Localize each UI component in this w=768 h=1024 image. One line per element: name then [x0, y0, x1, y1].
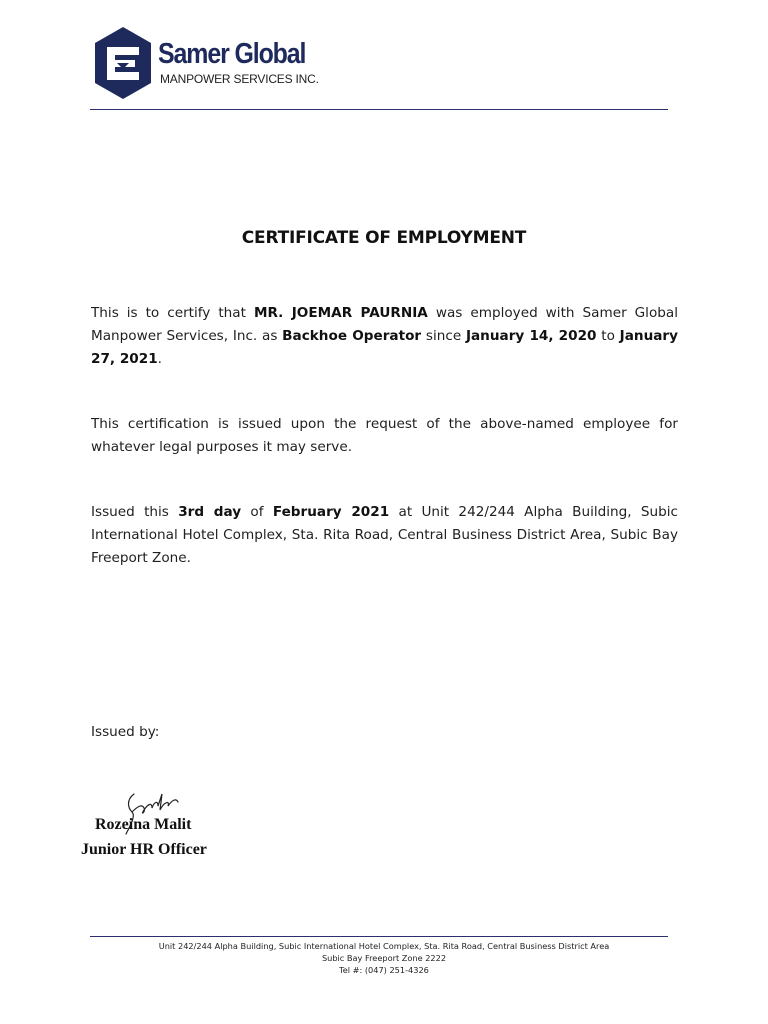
issuance-paragraph: Issued this 3rd day of February 2021 at Unit 242/244 Alpha Building, Subic International Hotel Complex, Sta. Rita Road, Central Business District Area, Subic Bay Freeport Zone. [91, 504, 679, 566]
brand-subtitle: MANPOWER SERVICES INC. [160, 72, 319, 86]
signer-title: Junior HR Officer [81, 841, 207, 858]
employee-position: Backhoe Operator [282, 328, 422, 344]
footer-divider [90, 936, 668, 937]
certification-paragraph: This is to certify that MR. JOEMAR PAURNIA was employed with Samer Global Manpower Services, Inc. as Backhoe Operator since January 14, 2020 to January 27, 2021. [91, 305, 679, 367]
purpose-paragraph: This certification is issued upon the request of the above-named employee for whatever legal purposes it may serve. [91, 416, 678, 455]
header-divider [90, 109, 668, 110]
signer-name: Rozeina Malit [95, 816, 192, 833]
issue-day: 3rd day [178, 504, 242, 520]
footer-zone: Subic Bay Freeport Zone 2222 [321, 953, 447, 963]
footer-phone: Tel #: (047) 251-4326 [339, 965, 429, 975]
end-date: January 27, 2021 [91, 328, 678, 367]
issued-by-label: Issued by: [91, 724, 160, 740]
employee-name: MR. JOEMAR PAURNIA [253, 305, 428, 321]
company-logo-icon [95, 27, 151, 99]
document-title: CERTIFICATE OF EMPLOYMENT [241, 228, 527, 248]
start-date: January 14, 2020 [465, 328, 597, 344]
issue-month-year: February 2021 [272, 504, 390, 520]
footer-address: Unit 242/244 Alpha Building, Subic International Hotel Complex, Sta. Rita Road, Central Business District Area [158, 941, 610, 951]
brand-name: Samer Global [158, 38, 306, 70]
